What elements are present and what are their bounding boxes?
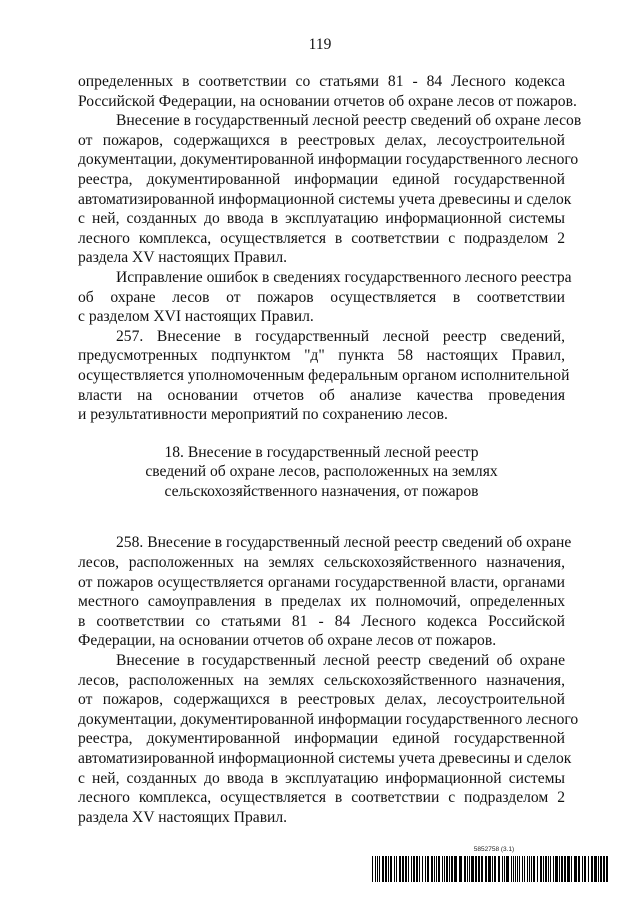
barcode-bar: [582, 856, 583, 882]
barcode-bar: [545, 856, 547, 882]
barcode-bar: [444, 856, 445, 882]
section-heading: [78, 443, 565, 502]
barcode-bar: [524, 856, 525, 882]
barcode-bar: [567, 856, 570, 882]
barcode-bar: [377, 856, 378, 882]
barcode-bar: [578, 856, 580, 882]
barcode-bar: [540, 856, 542, 882]
barcode-bar: [537, 856, 538, 882]
text-line: осуществляется уполномоченным федеральным органом исполнительной: [78, 366, 570, 384]
barcode-bar: [372, 856, 373, 882]
heading-line: 18. Внесение в государственный лесной реестр: [164, 443, 479, 461]
barcode-bar: [492, 856, 493, 882]
barcode-bar: [517, 856, 518, 882]
barcode-bar: [561, 856, 563, 882]
barcode-bar: [553, 856, 554, 882]
barcode-bar: [442, 856, 443, 882]
barcode-bar: [464, 856, 466, 882]
text-line: лесного комплекса, осуществляется в соответствии с подразделом 2: [78, 789, 565, 807]
barcode-bar: [584, 856, 586, 882]
barcode-bar: [434, 856, 435, 882]
barcode-bar: [555, 856, 558, 882]
barcode-bar: [498, 856, 500, 882]
text-line: с ней, созданных до ввода в эксплуатацию информационной системы: [78, 769, 565, 787]
barcode-bar: [419, 856, 420, 882]
barcode-bar: [600, 856, 602, 882]
barcode-bar: [402, 856, 404, 882]
barcode-bar: [529, 856, 530, 882]
barcode-bar: [382, 856, 384, 882]
barcode-bar: [515, 856, 516, 882]
barcode-bar: [454, 856, 457, 882]
text-line: реестра, документированной информации единой государственной: [78, 170, 565, 188]
barcode-bar: [488, 856, 491, 882]
barcode-bar: [411, 856, 412, 882]
barcode-bar: [413, 856, 415, 882]
text-line: от пожаров осуществляется органами государственной власти, органами: [78, 573, 565, 591]
barcode-bar: [431, 856, 433, 882]
barcode-bar: [571, 856, 572, 882]
barcode-bar: [519, 856, 520, 882]
spacer: [78, 425, 565, 443]
barcode-bar: [379, 856, 380, 882]
barcode-bar: [504, 856, 505, 882]
barcode-bar: [550, 856, 551, 882]
text-line: раздела XV настоящих Правил.: [78, 249, 288, 267]
text-line: 257. Внесение в государственный лесной реестр сведений,: [116, 327, 565, 345]
barcode-image: [372, 856, 608, 882]
barcode-bar: [543, 856, 544, 882]
barcode-bar: [451, 856, 453, 882]
text-line: документации, документированной информации государственного лесного: [78, 151, 579, 169]
text-line: и результативности мероприятий по сохранению лесов.: [78, 406, 448, 424]
barcode-bar: [594, 856, 597, 882]
barcode-caption: 5852758 (3.1): [473, 846, 515, 853]
barcode-bar: [388, 856, 389, 882]
barcode-bar: [531, 856, 532, 882]
barcode-bar: [485, 856, 487, 882]
text-line: лесов, расположенных на землях сельскохозяйственного назначения,: [78, 554, 565, 572]
text-line: предусмотренных подпунктом "д" пункта 58 настоящих Правил,: [78, 347, 565, 365]
barcode-bar: [548, 856, 549, 882]
text-block-section-258: [78, 533, 579, 827]
barcode-bar: [564, 856, 566, 882]
barcode-bar: [449, 856, 450, 882]
barcode-bar: [385, 856, 387, 882]
text-line: определенных в соответствии со статьями 81 - 84 Лесного кодекса: [78, 73, 565, 90]
barcode-bar: [425, 856, 426, 882]
text-line: лесного комплекса, осуществляется в соответствии с подразделом 2: [78, 229, 565, 247]
text-line: от пожаров, содержащихся в реестровых делах, лесоустроительной: [78, 691, 565, 709]
barcode-bar: [467, 856, 468, 882]
text-line: в соответствии со статьями 81 - 84 Лесного кодекса Российской: [78, 612, 565, 630]
text-line: об охране лесов от пожаров осуществляется в соответствии: [78, 288, 565, 306]
barcode-bar: [527, 856, 528, 882]
text-line: Внесение в государственный лесной реестр сведений об охране лесов: [116, 112, 582, 130]
barcode-bar: [396, 856, 397, 882]
text-line: Российской Федерации, на основании отчетов об охране лесов от пожаров.: [78, 92, 577, 110]
barcode-area: [372, 846, 608, 882]
barcode-bar: [475, 856, 477, 882]
text-line: с ней, созданных до ввода в эксплуатацию информационной системы: [78, 210, 565, 228]
barcode-bar: [436, 856, 437, 882]
barcode-bar: [502, 856, 503, 882]
barcode-bar: [606, 856, 608, 882]
barcode-bar: [408, 856, 409, 882]
heading-line: сведений об охране лесов, расположенных на землях: [145, 463, 498, 481]
text-line: Исправление ошибок в сведениях государственного лесного реестра: [116, 268, 572, 286]
barcode-bar: [511, 856, 512, 882]
barcode-bar: [469, 856, 470, 882]
text-line: власти на основании отчетов об анализе качества проведения: [78, 386, 565, 404]
barcode-bar: [598, 856, 599, 882]
barcode-bar: [471, 856, 474, 882]
barcode-bar: [522, 856, 523, 882]
barcode-bar: [459, 856, 462, 882]
barcode-bar: [399, 856, 401, 882]
barcode-bar: [506, 856, 509, 882]
barcode-bar: [559, 856, 560, 882]
barcode-bar: [446, 856, 448, 882]
barcode-bar: [375, 856, 376, 882]
barcode-bar: [591, 856, 593, 882]
heading-line: сельскохозяйственного назначения, от пожаров: [164, 482, 479, 500]
text-line: автоматизированной информационной системы учета древесины и сделок: [78, 190, 572, 208]
barcode-bar: [481, 856, 483, 882]
text-line: документации, документированной информации государственного лесного: [78, 710, 579, 728]
text-line: местного самоуправления в пределах их полномочий, определенных: [78, 593, 565, 611]
barcode-bar: [405, 856, 407, 882]
barcode-bar: [478, 856, 480, 882]
barcode-bar: [603, 856, 605, 882]
barcode-bar: [422, 856, 423, 882]
text-line: раздела XV настоящих Правил.: [78, 808, 288, 826]
barcode-bar: [533, 856, 535, 882]
barcode-bar: [588, 856, 589, 882]
barcode-bar: [494, 856, 496, 882]
text-line: Внесение в государственный лесной реестр сведений об охране: [116, 652, 565, 670]
text-line: с разделом XVI настоящих Правил.: [78, 308, 314, 326]
text-line: Федерации, на основании отчетов об охране лесов от пожаров.: [78, 632, 497, 650]
barcode-bar: [438, 856, 440, 882]
text-line: 258. Внесение в государственный лесной реестр сведений об охране: [116, 534, 572, 552]
text-line: от пожаров, содержащихся в реестровых делах, лесоустроительной: [78, 131, 565, 149]
text-line: автоматизированной информационной системы учета древесины и сделок: [78, 750, 572, 767]
text-line: реестра, документированной информации единой государственной: [78, 730, 565, 748]
text-line: лесов, расположенных на землях сельскохозяйственного назначения,: [78, 671, 565, 689]
document-body: [78, 72, 582, 827]
barcode-bar: [574, 856, 577, 882]
page-number: 119: [308, 36, 332, 53]
barcode-bar: [390, 856, 392, 882]
barcode-bar: [513, 856, 514, 882]
spacer: [78, 501, 565, 533]
barcode-bar: [416, 856, 418, 882]
barcode-bar: [394, 856, 395, 882]
barcode-bar: [427, 856, 429, 882]
text-block-section-257: [78, 72, 582, 425]
